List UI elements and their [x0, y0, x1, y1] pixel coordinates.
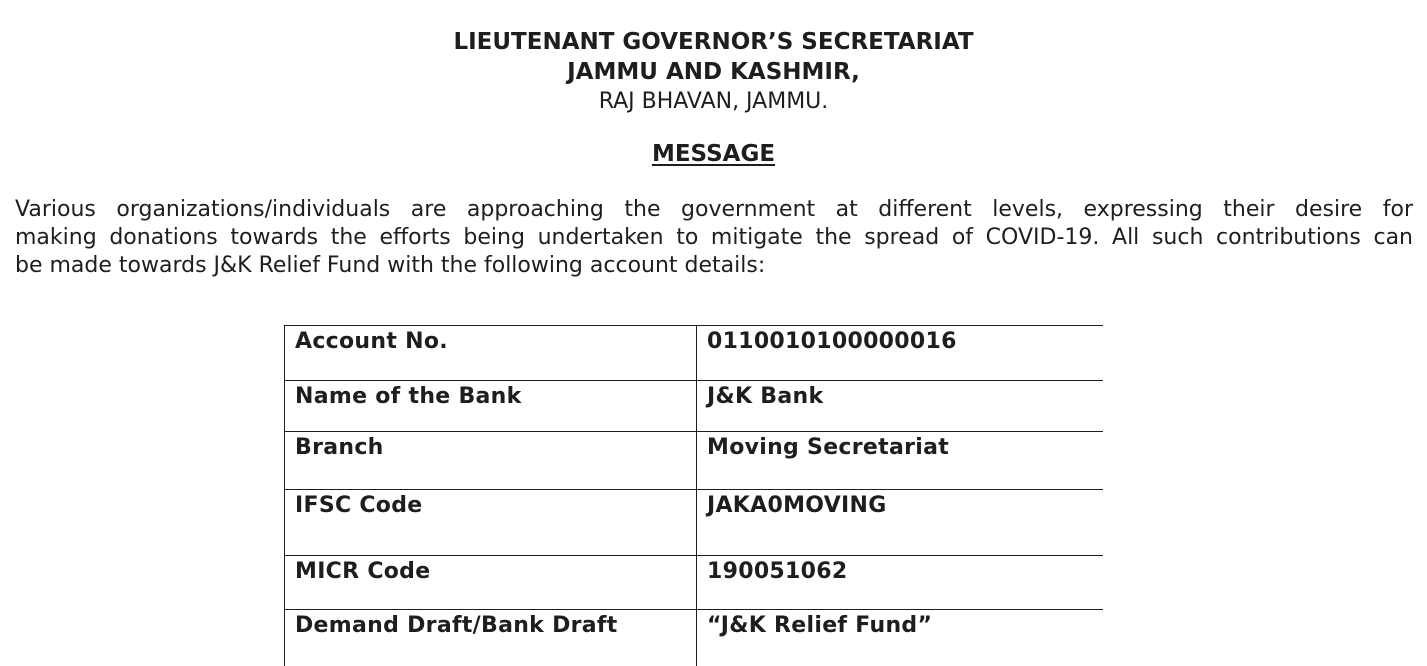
table-row-branch: [285, 432, 1104, 490]
account-no-value: 0110010100000016: [697, 326, 1104, 381]
bank-name-label: Name of the Bank: [285, 381, 697, 432]
paragraph-line-2: making donations towards the efforts being undertaken to mitigate the spread of COVID-19. All such contributions can: [15, 225, 1413, 250]
account-no-label: Account No.: [285, 326, 697, 381]
bank-name-value: J&K Bank: [697, 381, 1104, 432]
demand-draft-label: Demand Draft/Bank Draft: [285, 610, 697, 666]
table-row-micr: [285, 556, 1104, 610]
address-line: RAJ BHAVAN, JAMMU.: [598, 89, 829, 114]
table-row-account-no: [285, 326, 1104, 381]
branch-label: Branch: [285, 432, 697, 490]
micr-label: MICR Code: [285, 556, 697, 610]
secretariat-title: LIEUTENANT GOVERNOR’S SECRETARIAT: [453, 29, 974, 55]
state-title: JAMMU AND KASHMIR,: [567, 59, 860, 85]
message-paragraph: [15, 196, 1413, 280]
paragraph-line-3: be made towards J&K Relief Fund with the following account details:: [15, 253, 766, 278]
paragraph-line-1: Various organizations/individuals are approaching the government at different levels, expressing their desire for: [15, 197, 1413, 222]
branch-value: Moving Secretariat: [697, 432, 1104, 490]
ifsc-value: JAKA0MOVING: [697, 490, 1104, 556]
micr-value: 190051062: [697, 556, 1104, 610]
message-heading: MESSAGE: [651, 141, 776, 167]
table-row-bank-name: [285, 381, 1104, 432]
demand-draft-value: “J&K Relief Fund”: [697, 610, 1104, 666]
ifsc-label: IFSC Code: [285, 490, 697, 556]
table-row-demand-draft: [285, 610, 1104, 666]
account-details-table: [284, 325, 1103, 666]
table-row-ifsc: [285, 490, 1104, 556]
